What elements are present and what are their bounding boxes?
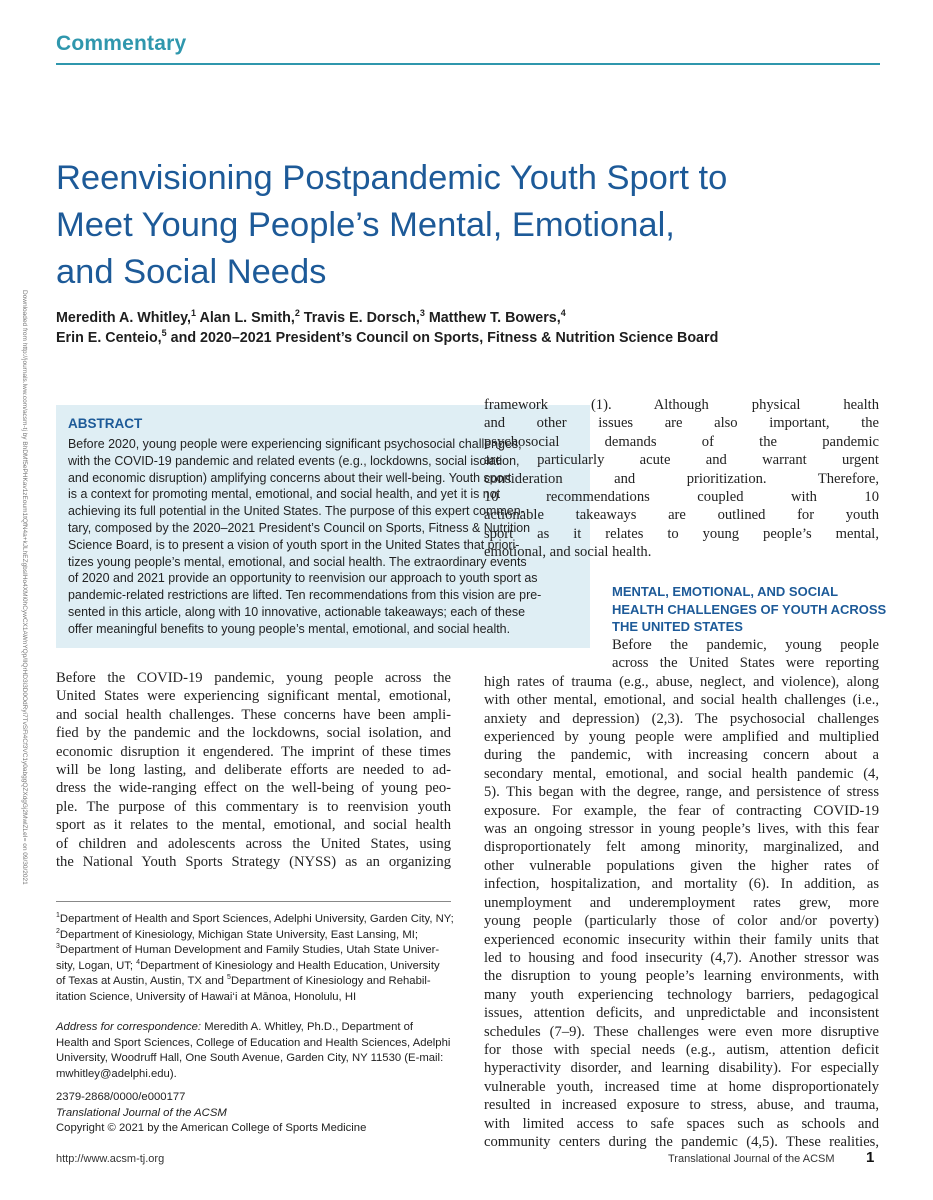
author-affil-sup: 1 (191, 308, 197, 319)
author-affil-sup: 4 (560, 308, 566, 319)
body-line: Before the pandemic, young people (612, 637, 879, 653)
body-line: sport as it relates to young people’s mental, (484, 525, 879, 542)
abstract-line: offer meaningful benefits to young people’s mental, emotional, and social health. (68, 621, 511, 636)
journal-name: Translational Journal of the ACSM (56, 1106, 227, 1119)
body-line: actionable takeaways are outlined for youth (484, 507, 879, 524)
author-name: Travis E. Dorsch, (299, 310, 420, 326)
publication-meta (56, 1090, 456, 1137)
body-line: unemployment and underemployment rates grew, more (484, 894, 879, 911)
abstract-line: is a context for promoting mental, emotional, and social health, and yet it is not (68, 487, 501, 502)
body-line: sport as it relates to the mental, emotional, and social health (56, 817, 451, 834)
body-line: led to housing and food insecurity (4,7). Another stressor was (484, 949, 879, 966)
affil-sup: 5 (227, 974, 231, 982)
author-affil-sup: 5 (161, 328, 167, 339)
body-line: was an ongoing stressor in young people’s lives, with this fear (484, 821, 879, 838)
affil-text: sity, Logan, UT; (56, 959, 137, 972)
author-group: and 2020–2021 President’s Council on Sports, Fitness & Nutrition Science Board (166, 330, 719, 346)
left-column-body (56, 669, 451, 871)
author-affil-sup: 2 (294, 308, 300, 319)
author-list (56, 308, 876, 348)
body-line: issues, attention deficits, and unpredictable and inconsistent (484, 1005, 879, 1022)
body-line: infection, hospitalization, and mortality (6). In addition, as (484, 876, 879, 893)
body-line: United States were experiencing significant mental, emotional, (56, 688, 451, 705)
body-line: ple. The purpose of this commentary is to reenvision youth (56, 798, 451, 815)
footer-journal: Translational Journal of the ACSM (668, 1153, 835, 1165)
body-line: with limited access to safe spaces such as schools and (484, 1115, 879, 1132)
correspondence-line (56, 1020, 456, 1036)
author-affil-sup: 3 (419, 308, 425, 319)
affil-sup: 4 (136, 958, 141, 966)
abstract-line: tary, composed by the 2020–2021 President’s Council on Sports, Fitness & Nutrition (68, 520, 531, 535)
article-title (56, 155, 856, 296)
abstract-line: sented in this article, along with 10 innovative, actionable takeaways; each of these (68, 604, 526, 619)
correspondence-label: Address for correspondence: (56, 1021, 202, 1033)
author-name: Alan L. Smith, (196, 310, 295, 326)
affil-sup: 2 (56, 927, 60, 935)
author-name: Meredith A. Whitley, (56, 310, 192, 326)
correspondence-line: Health and Sport Sciences, College of Education and Health Sciences, Adelphi (56, 1036, 451, 1049)
author-line (56, 308, 876, 328)
body-line: are particularly acute and warrant urgent (484, 452, 879, 469)
right-column-body (484, 636, 879, 1151)
body-line: experienced economic insecurity within their family units that (484, 931, 879, 948)
affil-text: Department of Kinesiology and Rehabil- (230, 975, 431, 987)
abstract-heading: ABSTRACT (68, 416, 143, 431)
abstract-line: of 2020 and 2021 provide an opportunity to reenvision our approach to youth sport as (68, 571, 538, 586)
download-watermark: Downloaded from http://journals.lww.com/acsm-tj by BhDMf5ePHKav1zEoum1tQfN4a+kJLhEZgbsIHo4XMi0hCywCX1AWnYQp/IlQrHD3i3D0OdRyi7TvSFl4Cf3VC1y0abggQZXdgGj2MwlZLeI= on 09/30/2021 (21, 290, 28, 885)
body-line: and social health challenges. These concerns have been ampli- (56, 706, 451, 723)
affil-text: Department of Human Development and Family Studies, Utah State Univer- (59, 944, 440, 956)
body-line: 10 recommendations coupled with 10 (484, 489, 879, 506)
affiliation-line (56, 959, 456, 975)
body-line: fied by the pandemic and the lockdowns, social isolation, and (56, 725, 451, 742)
affiliation-line: itation Science, University of Hawai‘i at Mānoa, Honolulu, HI (56, 990, 357, 1003)
body-line: exposure. For example, the fear of contracting COVID-19 (484, 802, 879, 819)
issn: 2379-2868/0000/e000177 (56, 1091, 186, 1103)
affil-text: Department of Health and Sport Sciences, Adelphi University, Garden City, NY; (59, 913, 454, 925)
affil-text: Department of Kinesiology, Michigan State University, East Lansing, MI; (59, 928, 419, 941)
body-line: consideration and prioritization. Therefore, (484, 470, 879, 487)
body-line: anxiety and depression) (2,3). The psychosocial challenges (484, 710, 879, 727)
affil-text: Department of Kinesiology and Health Education, University (140, 959, 440, 972)
abstract-line: with the COVID-19 pandemic and related events (e.g., lockdowns, social isolation, (68, 453, 520, 468)
body-line: during the pandemic, with increasing concern about a (484, 747, 879, 764)
body-line: economic disruption it engendered. The imprint of these times (56, 743, 451, 760)
correspondence-text: Meredith A. Whitley, Ph.D., Department of (201, 1021, 414, 1033)
body-line: with other mental, emotional, and social health challenges (i.e., (484, 692, 879, 709)
title-line: Meet Young People’s Mental, Emotional, (56, 206, 675, 244)
affil-text: of Texas at Austin, Austin, TX and (56, 975, 228, 987)
body-line: experienced by young people were amplified and multiplied (484, 729, 879, 746)
body-line: high rates of trauma (e.g., abuse, neglect, and violence), along (484, 673, 879, 690)
heading-line: THE UNITED STATES (612, 619, 743, 634)
header-rule (56, 63, 880, 65)
footer-url-link[interactable]: http://www.acsm-tj.org (56, 1153, 165, 1165)
section-label: Commentary (56, 32, 187, 55)
body-line: schedules (7–9). These challenges were even more disruptive (484, 1023, 879, 1040)
affiliation-line (56, 912, 456, 928)
body-line: framework (1). Although physical health (484, 397, 879, 413)
body-line: psychosocial demands of the pandemic (484, 433, 879, 450)
title-line: and Social Needs (56, 253, 327, 291)
page-number: 1 (866, 1149, 875, 1166)
body-line: the National Youth Sports Strategy (NYSS) as an organizing (56, 854, 451, 871)
author-line (56, 328, 876, 348)
body-line: will be long lasting, and deliberate efforts are needed to ad- (56, 762, 451, 779)
copyright: Copyright © 2021 by the American College of Sports Medicine (56, 1122, 367, 1134)
affil-sup: 1 (56, 912, 60, 920)
affiliation-line (56, 928, 456, 944)
body-line: vulnerable youth, increased time at home disproportionately (484, 1078, 879, 1095)
body-line: many youth experiencing technology barriers, pedagogical (484, 986, 879, 1003)
body-line: resulted in increased exposure to stress, abuse, and trauma, (484, 1097, 879, 1114)
heading-line: HEALTH CHALLENGES OF YOUTH ACROSS (612, 601, 887, 617)
body-line: Before the COVID-19 pandemic, young people across the (56, 670, 451, 686)
affiliation-line (56, 974, 456, 990)
footnote-rule (56, 901, 451, 902)
body-line: and other issues are also important, the (484, 415, 879, 432)
right-column-top (484, 396, 879, 562)
section-heading (612, 583, 887, 636)
correspondence-email[interactable]: mwhitley@adelphi.edu). (56, 1067, 177, 1080)
affil-sup: 3 (56, 943, 60, 951)
abstract-line: and economic disruption) amplifying concerns about their well-being. Youth sport (68, 470, 512, 485)
correspondence-line: University, Woodruff Hall, One South Avenue, Garden City, NY 11530 (E-mail: (56, 1052, 444, 1064)
abstract-line: pandemic-related restrictions are lifted. Ten recommendations from this vision are pre- (68, 588, 542, 603)
body-line: dress the wide-ranging effect on the well-being of young peo- (56, 780, 451, 797)
author-name: Erin E. Centeio, (56, 330, 162, 346)
body-line: community centers during the pandemic (4,5). These realities, (484, 1133, 879, 1150)
body-line: for those with special needs (e.g., autism, attention deficit (484, 1041, 879, 1058)
body-line: secondary mental, emotional, and social health pandemic (4, (484, 765, 879, 782)
abstract-line: tizes young people’s mental, emotional, and social health. The extraordinary events (68, 554, 527, 569)
body-line: across the United States were reporting (612, 655, 879, 672)
title-line: Reenvisioning Postpandemic Youth Sport to (56, 159, 728, 197)
body-line: 5). This began with the degree, range, and persistence of stress (484, 784, 879, 801)
body-line: emotional, and social health. (484, 544, 652, 561)
abstract-line: Science Board, is to present a vision of youth sport in the United States that priori- (68, 537, 520, 552)
heading-line: MENTAL, EMOTIONAL, AND SOCIAL (612, 584, 839, 599)
abstract-line: achieving its full potential in the United States. The purpose of this expert commen- (68, 504, 525, 519)
body-line: other vulnerable populations given the higher rates of (484, 857, 879, 874)
body-line: the disruption to young people’s learning environments, with (484, 968, 879, 985)
correspondence (56, 1020, 456, 1082)
body-line: young people (particularly those of color and/or poverty) (484, 913, 879, 930)
abstract-line: Before 2020, young people were experiencing significant psychosocial challenges, (68, 437, 522, 451)
body-line: disproportionately felt among minority, marginalized, and (484, 839, 879, 856)
body-line: of children and adolescents across the United States, using (56, 835, 451, 852)
body-line: hyperactivity disorder, and learning disability). For especially (484, 1060, 879, 1077)
affiliations (56, 912, 456, 1005)
affiliation-line (56, 943, 456, 959)
author-name: Matthew T. Bowers, (424, 310, 561, 326)
